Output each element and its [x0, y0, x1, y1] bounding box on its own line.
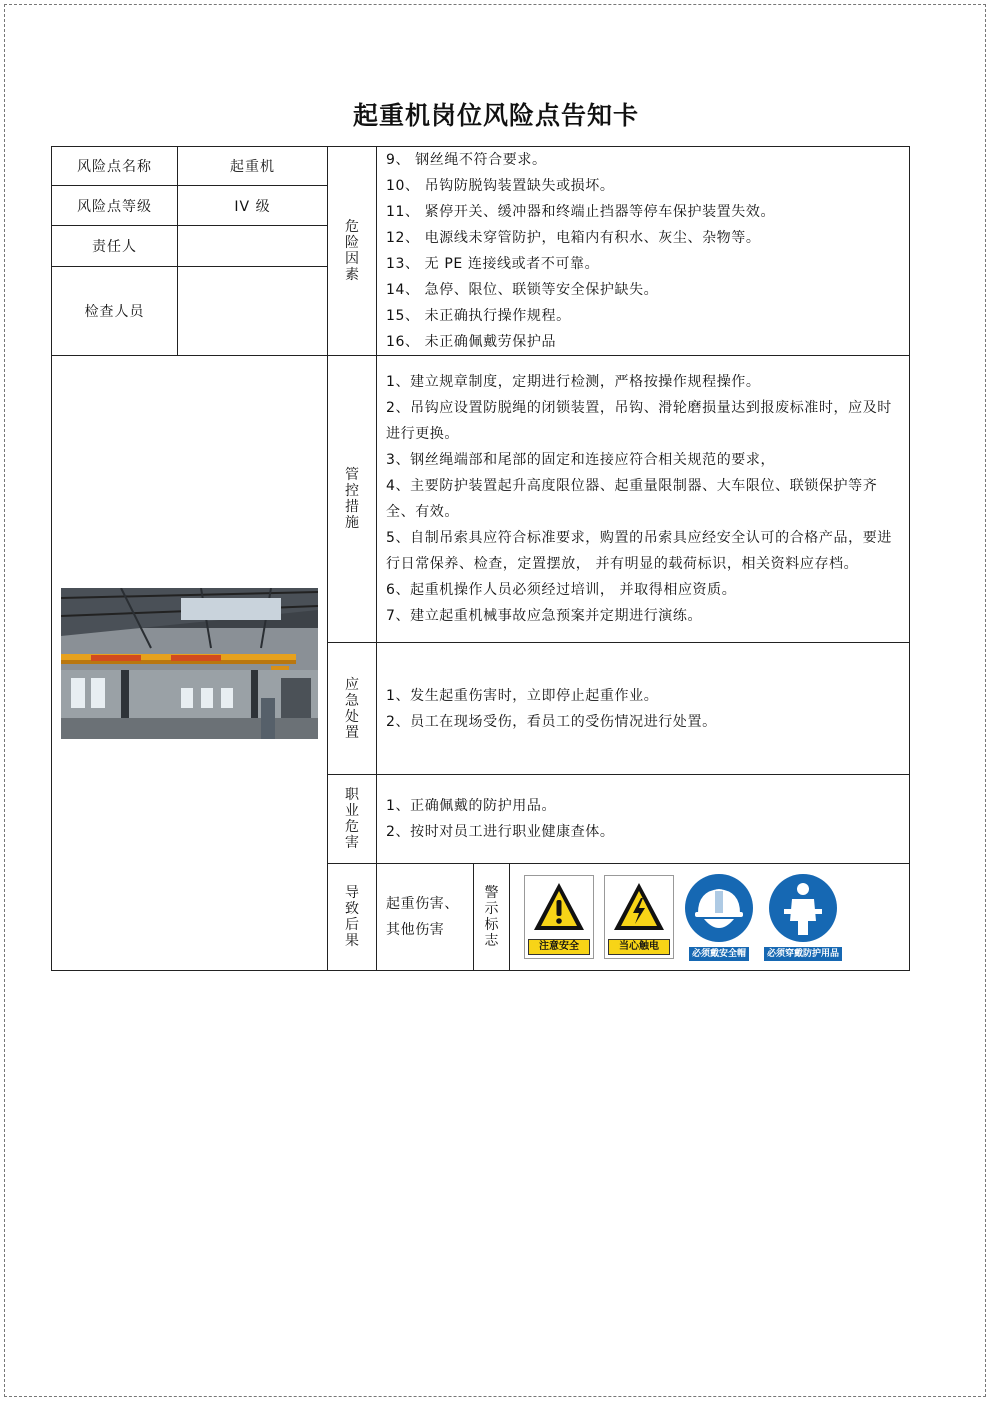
list-item: 1、发生起重伤害时，立即停止起重作业。: [386, 687, 659, 704]
risk-level-label: 风险点等级: [52, 186, 178, 226]
list-item: 11、 紧停开关、缓冲器和终端止挡器等停车保护装置失效。: [386, 204, 776, 220]
list-item: 3、钢丝绳端部和尾部的固定和连接应符合相关规范的要求，: [386, 452, 776, 468]
risk-name-label: 风险点名称: [52, 147, 178, 186]
ppe-sign: [764, 873, 842, 961]
list-item: 9、 钢丝绳不符合要求。: [386, 152, 547, 168]
crane-photo-cell: [52, 356, 328, 971]
page-title: 起重机岗位风险点告知卡: [352, 101, 639, 130]
lightning-warning-icon: [611, 880, 667, 934]
list-item: 1、建立规章制度，定期进行检测，严格按操作规程操作。: [386, 374, 761, 390]
caution-sign: [524, 875, 594, 959]
control-measures-list: [377, 356, 910, 643]
list-item: 13、 无 PE 连接线或者不可靠。: [386, 256, 600, 272]
list-item: 2、吊钩应设置防脱绳的闭锁装置，吊钩、滑轮磨损量达到报废标准时，应及时进行更换。: [386, 400, 892, 442]
risk-level-value: IV 级: [178, 186, 328, 226]
occupational-hazards-label: 职 业 危 害: [328, 775, 377, 864]
risk-card-table: [51, 146, 910, 971]
electric-shock-sign: [604, 875, 674, 959]
list-item: 14、 急停、限位、联锁等安全保护缺失。: [386, 282, 659, 298]
risk-name-value: 起重机: [178, 147, 328, 186]
list-item: 5、自制吊索具应符合标准要求，购置的吊索具应经安全认可的合格产品，要进行日常保养、检查，定置摆放， 并有明显的载荷标识，相关资料应存档。: [386, 530, 892, 572]
hazard-factors-label: 危 险 因 素: [328, 147, 377, 356]
list-item: 12、 电源线未穿管防护，电箱内有积水、灰尘、杂物等。: [386, 230, 761, 246]
occupational-hazards-list: [377, 775, 910, 864]
list-item: 15、 未正确执行操作规程。: [386, 308, 571, 324]
protective-gear-icon: [768, 873, 838, 943]
consequences-text: 起重伤害、 其他伤害: [377, 864, 474, 971]
list-item: 10、 吊钩防脱钩装置缺失或损坏。: [386, 178, 615, 194]
crane-photo: [61, 588, 318, 739]
electric-caption: 当心触电: [608, 939, 670, 955]
list-item: 2、按时对员工进行职业健康查体。: [386, 824, 615, 840]
control-measures-label: 管 控 措 施: [328, 356, 377, 643]
ppe-caption: 必须穿戴防护用品: [764, 947, 842, 961]
list-item: 6、起重机操作人员必须经过培训， 并取得相应资质。: [386, 582, 737, 598]
list-item: 1、正确佩戴的防护用品。: [386, 798, 557, 814]
inspector-label: 检查人员: [52, 266, 178, 355]
caution-caption: 注意安全: [528, 939, 590, 955]
helmet-caption: 必须戴安全帽: [689, 947, 749, 961]
hard-hat-icon: [684, 873, 754, 943]
list-item: 16、 未正确佩戴劳保护品: [386, 334, 557, 350]
crane-photo-image: [61, 588, 318, 739]
hazard-factors-list: [377, 147, 910, 356]
responsible-person-label: 责任人: [52, 226, 178, 266]
emergency-response-label: 应 急 处 置: [328, 643, 377, 775]
responsible-person-value: [178, 226, 328, 266]
list-item: 7、建立起重机械事故应急预案并定期进行演练。: [386, 608, 703, 624]
warning-signs-cell: [510, 864, 910, 971]
list-item: 2、员工在现场受伤，看员工的受伤情况进行处置。: [386, 713, 717, 730]
exclamation-warning-icon: [531, 880, 587, 934]
list-item: 4、主要防护装置起升高度限位器、起重量限制器、大车限位、联锁保护等齐全、有效。: [386, 478, 878, 520]
inspector-value: [178, 266, 328, 355]
emergency-response-list: [377, 643, 910, 775]
warning-signs-label: 警 示 标 志: [474, 864, 510, 971]
helmet-sign: [684, 873, 754, 961]
consequences-label: 导 致 后 果: [328, 864, 377, 971]
